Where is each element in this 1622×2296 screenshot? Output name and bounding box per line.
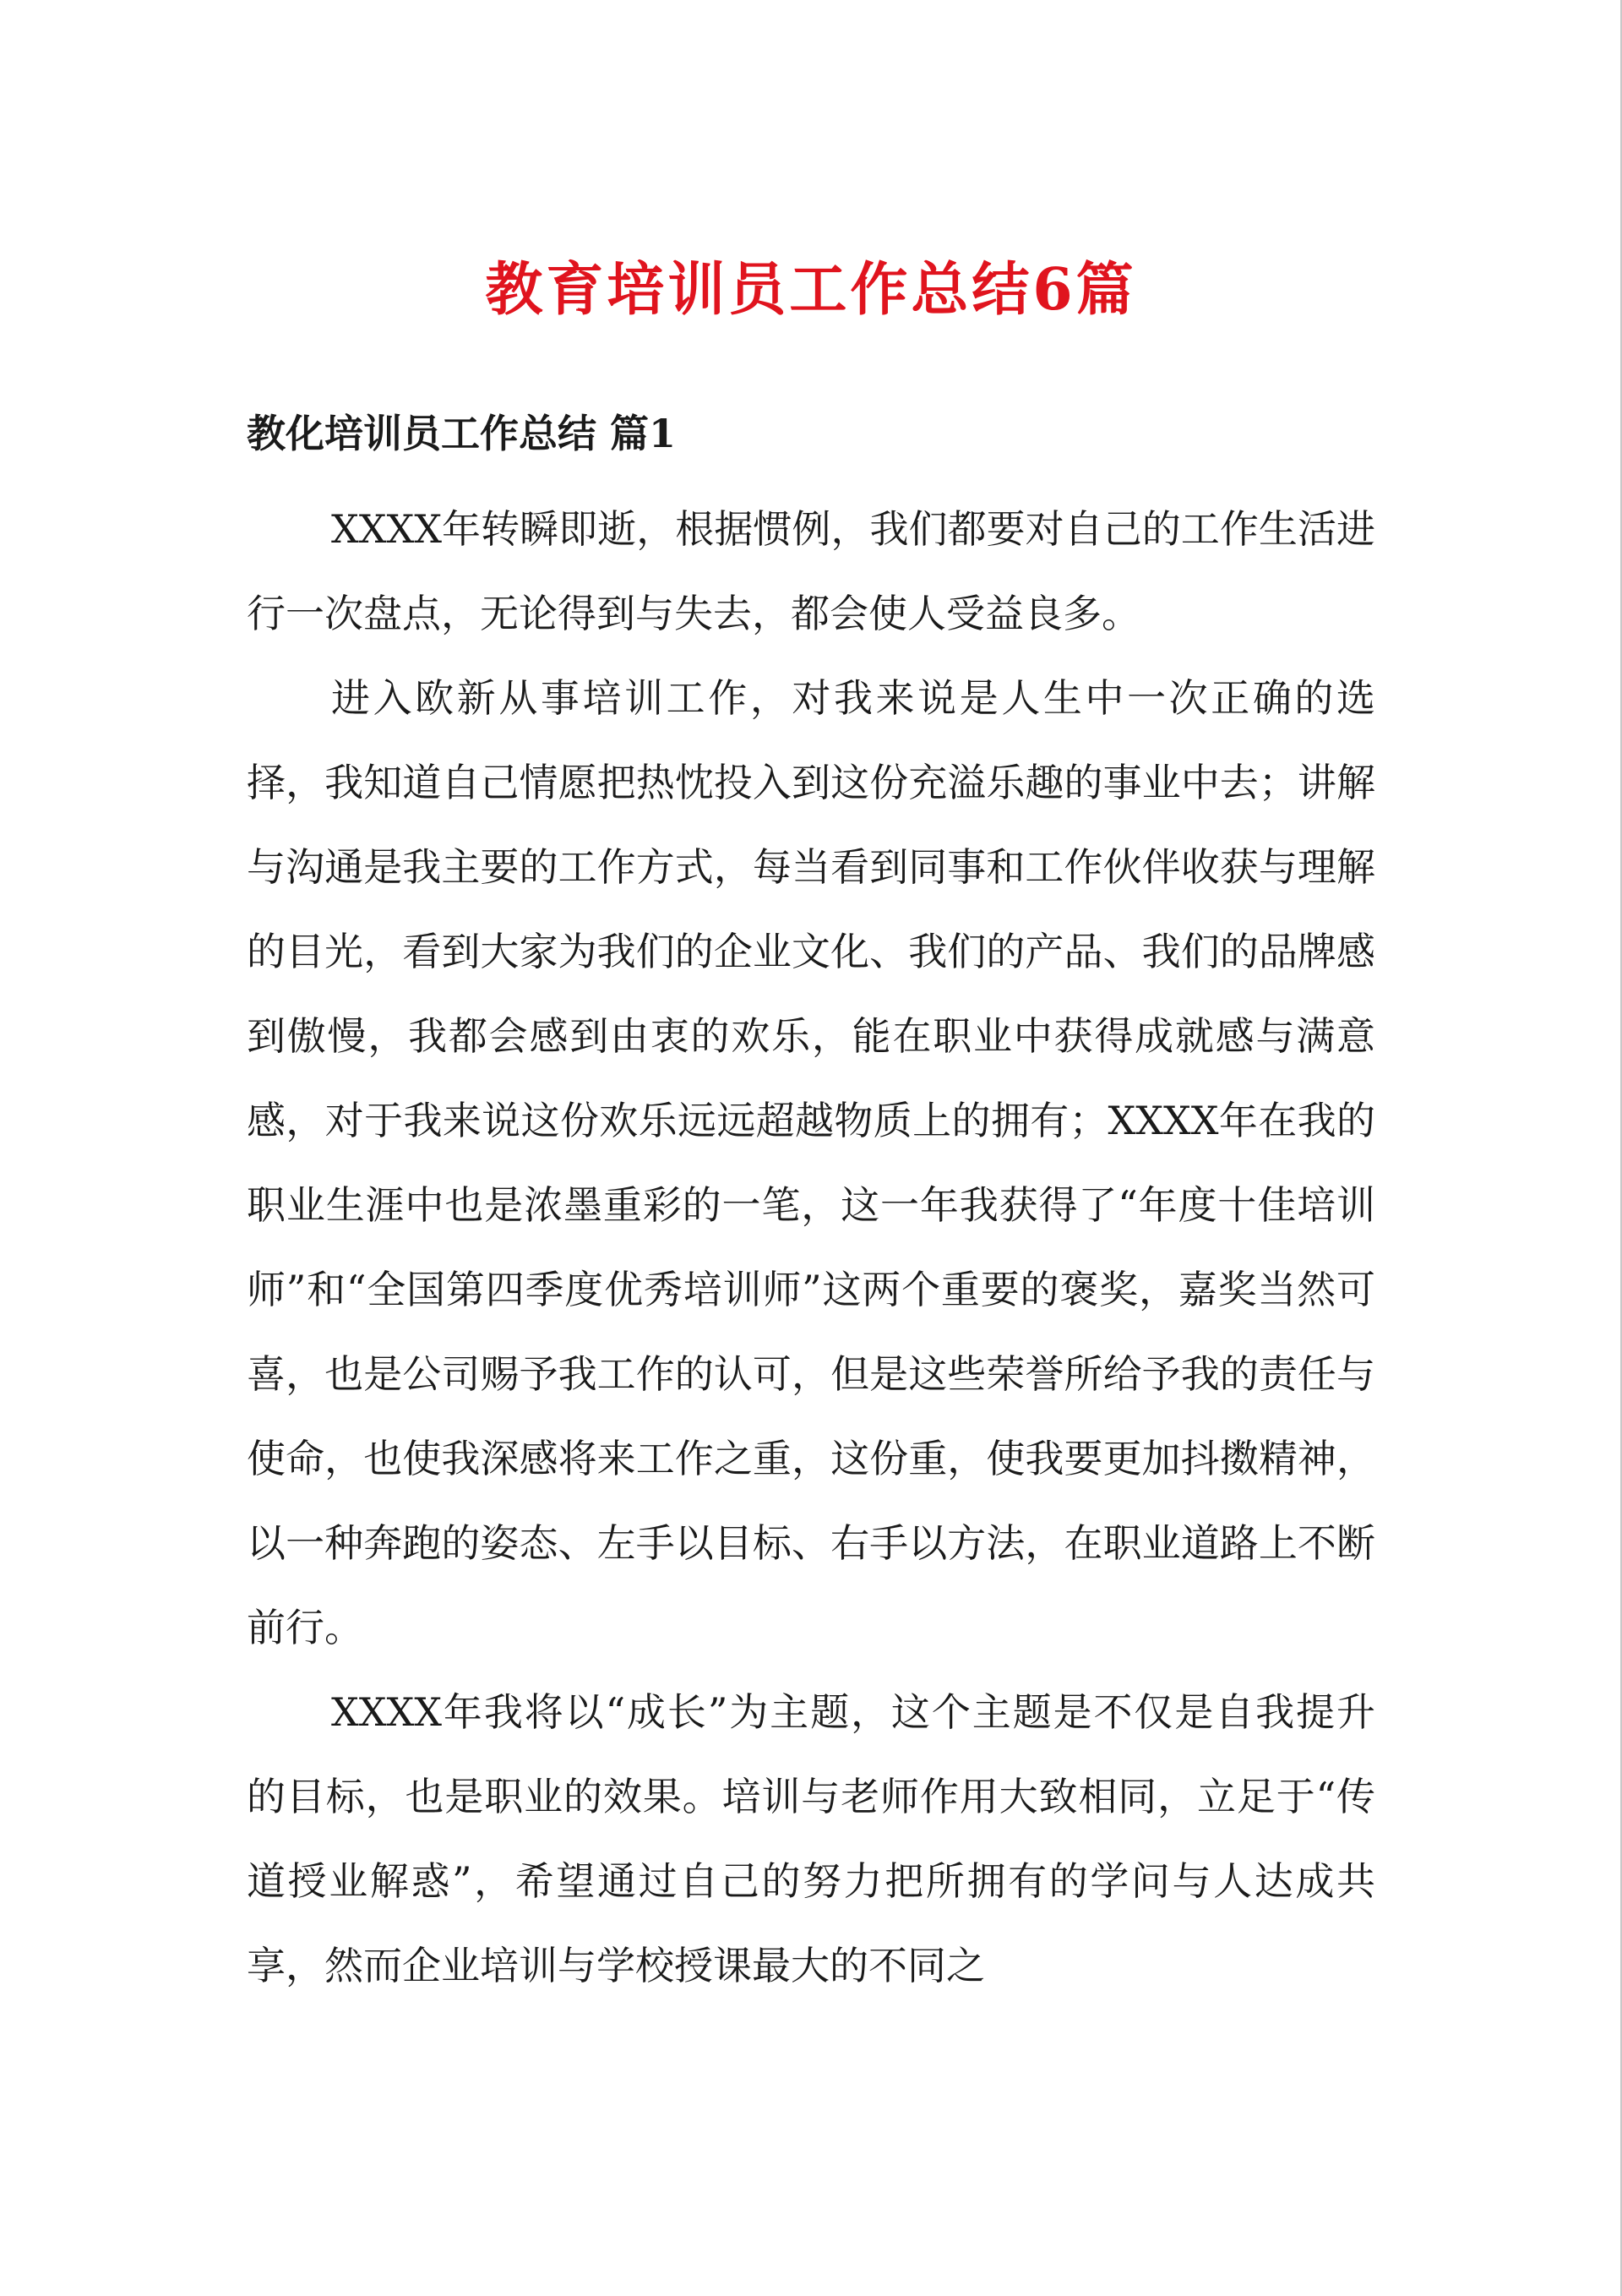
paragraph: XXXX年我将以“成长”为主题，这个主题是不仅是自我提升的目标，也是职业的效果。培训与老师作用大致相同，立足于“传道授业解惑”，希望通过自己的努力把所拥有的学问与人达成共享，然而企业培训与学校授课最大的不同之 [247,1689,1375,1988]
paragraph: XXXX年转瞬即逝，根据惯例，我们都要对自己的工作生活进行一次盘点，无论得到与失去，都会使人受益良多。 [247,506,1375,636]
document-body [247,487,1375,2008]
document-title: 教育培训员工作总结6篇 [485,256,1137,324]
section-heading: 教化培训员工作总结 篇1 [247,411,677,456]
paragraph: 进入欧新从事培训工作，对我来说是人生中一次正确的选择，我知道自己情愿把热忱投入到这份充溢乐趣的事业中去；讲解与沟通是我主要的工作方式，每当看到同事和工作伙伴收获与理解的目光，看到大家为我们的企业文化、我们的产品、我们的品牌感到傲慢，我都会感到由衷的欢乐，能在职业中获得成就感与满意感，对于我来说这份欢乐远远超越物质上的拥有；XXXX年在我的职业生涯中也是浓墨重彩的一笔，这一年我获得了“年度十佳培训师”和“全国第四季度优秀培训师”这两个重要的褒奖，嘉奖当然可喜，也是公司赐予我工作的认可，但是这些荣誉所给予我的责任与使命，也使我深感将来工作之重，这份重，使我要更加抖擞精神，以一种奔跑的姿态、左手以目标、右手以方法，在职业道路上不断前行。 [247,675,1375,1650]
